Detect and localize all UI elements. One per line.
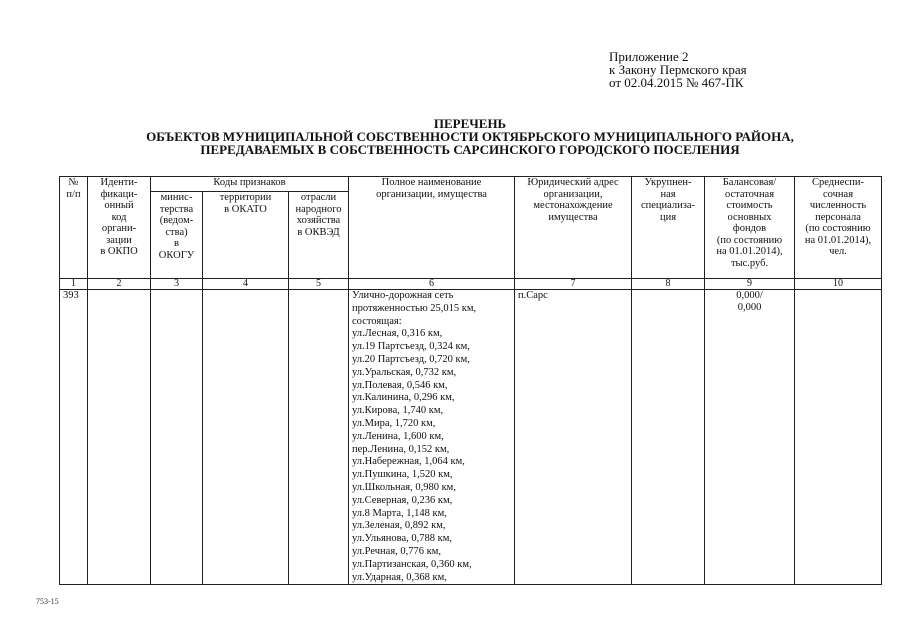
title-line-2: ОБЪЕКТОВ МУНИЦИПАЛЬНОЙ СОБСТВЕННОСТИ ОКТЯБРЬСКОГО МУНИЦИПАЛЬНОГО РАЙОНА, bbox=[146, 129, 794, 144]
appendix-line-3: от 02.04.2015 № 467-ПК bbox=[609, 75, 744, 90]
street-list-item: пер.Ленина, 0,152 км, bbox=[352, 443, 450, 455]
street-list-item: ул.Полевая, 0,546 км, bbox=[352, 379, 448, 391]
column-number: 10 bbox=[795, 279, 882, 290]
header-okato: территории в ОКАТО bbox=[203, 192, 289, 279]
header-okved: отрасли народного хозяйства в ОКВЭД bbox=[289, 192, 349, 279]
street-list-item: ул.Мира, 1,720 км, bbox=[352, 417, 436, 429]
title-line-1: ПЕРЕЧЕНЬ bbox=[433, 116, 507, 131]
row-staff bbox=[795, 290, 882, 585]
header-okogu: минис- терства (ведом- ства) в ОКОГУ bbox=[151, 192, 203, 279]
header-specialization: Укрупнен- ная специализа- ция bbox=[632, 177, 705, 279]
row-num: 393 bbox=[60, 290, 88, 585]
footer-code: 753-15 bbox=[36, 597, 59, 606]
street-list-item: ул.Партизанская, 0,360 км, bbox=[352, 558, 472, 570]
header-num: № п/п bbox=[60, 177, 88, 279]
street-list-item: ул.Речная, 0,776 км, bbox=[352, 545, 442, 557]
street-list-item: ул.Зеленая, 0,892 км, bbox=[352, 520, 446, 532]
appendix-line-1: Приложение 2 bbox=[609, 49, 689, 64]
appendix-line-2: к Закону Пермского края bbox=[609, 62, 747, 77]
row-address: п.Сарс bbox=[515, 290, 632, 585]
street-list-item: ул.Ударная, 0,368 км, bbox=[352, 571, 447, 583]
header-name: Полное наименование организации, имущества bbox=[349, 177, 515, 279]
title-line-3: ПЕРЕДАВАЕМЫХ В СОБСТВЕННОСТЬ САРСИНСКОГО ГОРОДСКОГО ПОСЕЛЕНИЯ bbox=[200, 142, 740, 157]
street-list-item: состоящая: bbox=[352, 315, 402, 327]
street-list bbox=[352, 290, 513, 584]
header-okpo: Иденти- фикаци- онный код органи- зации в ОКПО bbox=[88, 177, 151, 279]
row-okpo bbox=[88, 290, 151, 585]
street-list-item: Улично-дорожная сеть bbox=[352, 290, 454, 301]
street-list-item: ул.Кирова, 1,740 км, bbox=[352, 405, 444, 417]
street-list-item: ул.Калинина, 0,296 км, bbox=[352, 392, 455, 404]
street-list-item: ул.Северная, 0,236 км, bbox=[352, 494, 453, 506]
street-list-item: ул.20 Партсъезд, 0,720 км, bbox=[352, 353, 470, 365]
column-number: 6 bbox=[349, 279, 515, 290]
street-list-item: ул.Лесная, 0,316 км, bbox=[352, 328, 443, 340]
street-list-item: ул.8 Марта, 1,148 км, bbox=[352, 507, 447, 519]
column-number: 7 bbox=[515, 279, 632, 290]
column-number: 2 bbox=[88, 279, 151, 290]
column-number-row bbox=[60, 279, 882, 290]
column-number: 1 bbox=[60, 279, 88, 290]
street-list-item: ул.Школьная, 0,980 км, bbox=[352, 481, 456, 493]
header-address: Юридический адрес организации, местонахождение имущества bbox=[515, 177, 632, 279]
row-balance: 0,000/ 0,000 bbox=[705, 290, 795, 585]
header-balance: Балансовая/ остаточная стоимость основных фондов (по состоянию на 01.01.2014), тыс.руб. bbox=[705, 177, 795, 279]
street-list-item: протяженностью 25,015 км, bbox=[352, 302, 477, 314]
header-codes-group: Коды признаков bbox=[151, 177, 349, 192]
document-title bbox=[60, 117, 880, 156]
header-row bbox=[60, 177, 882, 192]
row-name bbox=[349, 290, 515, 585]
street-list-item: ул.Пушкина, 1,520 км, bbox=[352, 469, 453, 481]
row-okved bbox=[289, 290, 349, 585]
street-list-item: ул.Ленина, 1,600 км, bbox=[352, 430, 444, 442]
street-list-item: ул.Ульянова, 0,788 км, bbox=[352, 533, 452, 545]
street-list-item: ул.19 Партсъезд, 0,324 км, bbox=[352, 341, 470, 353]
column-number: 8 bbox=[632, 279, 705, 290]
row-okogu bbox=[151, 290, 203, 585]
table-row bbox=[60, 290, 882, 585]
appendix-note bbox=[609, 50, 747, 89]
row-specialization bbox=[632, 290, 705, 585]
column-number: 3 bbox=[151, 279, 203, 290]
header-staff: Среднеспи- сочная численность персонала (по состоянию на 01.01.2014), чел. bbox=[795, 177, 882, 279]
property-table bbox=[59, 176, 882, 585]
row-okato bbox=[203, 290, 289, 585]
column-number: 4 bbox=[203, 279, 289, 290]
street-list-item: ул.Набережная, 1,064 км, bbox=[352, 456, 465, 468]
column-number: 5 bbox=[289, 279, 349, 290]
column-number: 9 bbox=[705, 279, 795, 290]
street-list-item: ул.Уральская, 0,732 км, bbox=[352, 366, 457, 378]
